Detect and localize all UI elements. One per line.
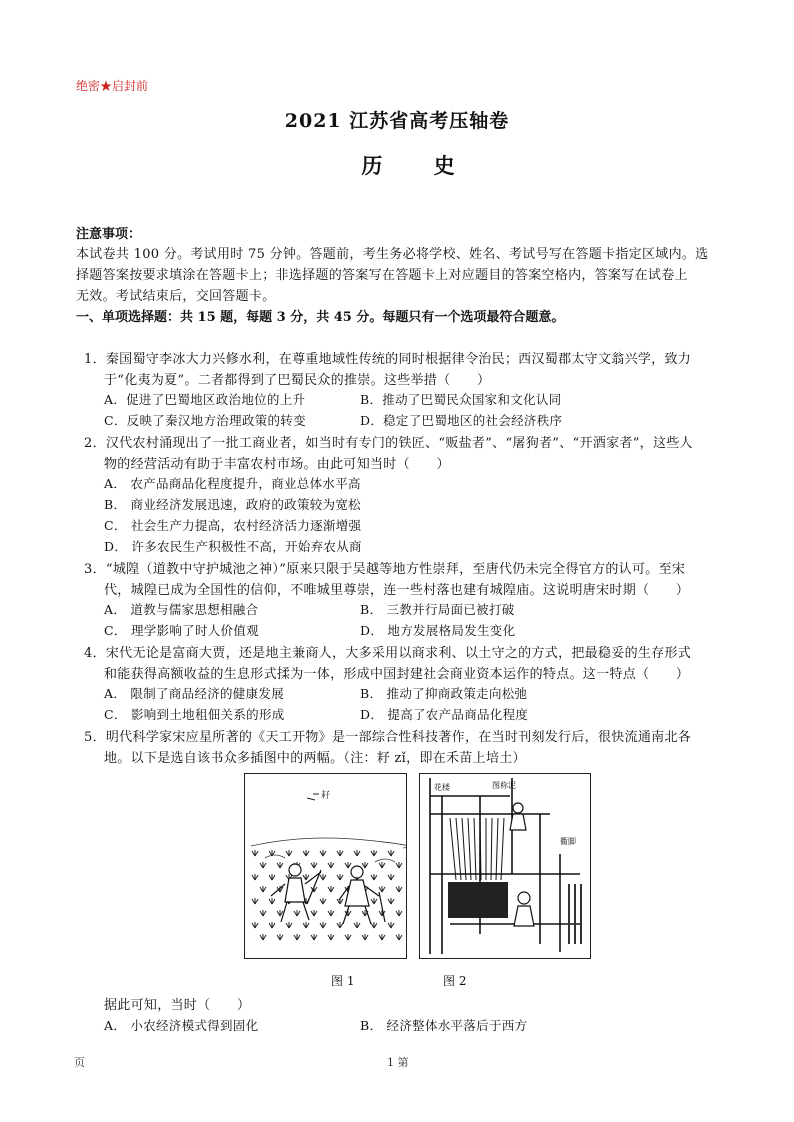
question-4-option-b: B． 推动了抑商政策走向松弛: [360, 686, 528, 701]
figure-1-caption: 图 1: [331, 974, 355, 988]
question-1-option-a: A．促进了巴蜀地区政治地位的上升: [104, 392, 306, 407]
notice-heading: 注意事项：: [76, 227, 142, 242]
section-heading: 一、单项选择题：共 15 题，每题 3 分，共 45 分。每题只有一个选项最符合题意。: [76, 310, 565, 325]
question-4-option-d: D． 提高了农产品商品化程度: [360, 707, 529, 722]
confidential-mark: 绝密★启封前: [76, 79, 149, 93]
question-5-text: 地。以下是选自该书众多插图中的两幅。（注：耔 zǐ，即在禾苗上培土）: [104, 751, 526, 766]
question-4-option-c: C． 影响到土地租佃关系的形成: [104, 707, 285, 722]
question-2-text: 2．汉代农村涌现出了一批工商业者，如当时有专门的铁匠、“贩盐者”、“屠狗者”、“开酒家者”，这些人: [84, 436, 693, 451]
question-1-text: 1．秦国蜀守李冰大力兴修水利，在尊重地域性传统的同时根据律令治民；西汉蜀郡太守文翁兴学，致力: [84, 352, 692, 367]
question-4-text: 和能获得高额收益的生息形式揉为一体，形成中国封建社会商业资本运作的特点。这一特点（ ）: [104, 667, 690, 682]
figure-1-illustration: [244, 773, 407, 959]
question-3-text: 代，城隍已成为全国性的信仰，不唯城里尊崇，连一些村落也建有城隍庙。这说明唐宋时期（ ）: [104, 583, 690, 598]
question-2-option-a: A． 农产品商品化程度提升，商业总体水平高: [104, 476, 361, 491]
page-number: 1 第: [387, 1056, 409, 1069]
footer-left: 页: [74, 1056, 85, 1069]
question-5-prompt: 据此可知，当时（ ）: [104, 998, 251, 1013]
question-2-option-c: C． 社会生产力提高，农村经济活力逐渐增强: [104, 518, 362, 533]
question-4-text: 4．宋代无论是富商大贾，还是地主兼商人，大多采用以商求利、以土守之的方式，把最稳妥的生存形式: [84, 646, 692, 661]
question-2-option-d: D． 许多农民生产积极性不高，开始弃农从商: [104, 539, 362, 554]
figure-2-label-right: 衢脚: [560, 837, 576, 846]
question-1-option-d: D．稳定了巴蜀地区的社会经济秩序: [360, 413, 563, 428]
question-2-text: 物的经营活动有助于丰富农村市场。由此可知当时（ ）: [104, 457, 450, 472]
question-5-text: 5．明代科学家宋应星所著的《天工开物》是一部综合性科技著作，在当时刊刻发行后，很快流通南北各: [84, 730, 692, 745]
loom-notes: [568, 884, 582, 944]
question-3-text: 3．“城隍（道教中守护城池之神）”原来只限于吴越等地方性崇拜，至唐代仍未完全得官方的认可。至宋: [84, 562, 686, 577]
figure-2-illustration: [419, 773, 591, 959]
question-3-option-d: D． 地方发展格局发生变化: [360, 623, 516, 638]
figure-2-label-left: 花楼: [434, 783, 450, 792]
question-5-option-a: A． 小农经济模式得到固化: [104, 1018, 259, 1033]
figure-1-label: 耔: [321, 791, 331, 801]
figure-2-label-top: 图称泥: [492, 781, 516, 790]
question-1-option-b: B．推动了巴蜀民众国家和文化认同: [360, 392, 562, 407]
subject-title: 历 史: [361, 153, 477, 178]
notice-line: 无效。考试结束后，交回答题卡。: [76, 289, 276, 304]
question-1-option-c: C．反映了秦汉地方治理政策的转变: [104, 413, 306, 428]
question-1-text: 于“化夷为夏”。二者都得到了巴蜀民众的推崇。这些举措（ ）: [104, 373, 491, 388]
farming-illustration: [245, 774, 406, 958]
notice-line: 择题答案按要求填涂在答题卡上；非选择题的答案写在答题卡上对应题目的答案空格内，答案写在试卷上: [76, 268, 688, 283]
loom-illustration: [420, 774, 590, 958]
question-3-option-b: B． 三教并行局面已被打破: [360, 602, 515, 617]
question-2-option-b: B． 商业经济发展迅速，政府的政策较为宽松: [104, 497, 361, 512]
question-4-option-a: A． 限制了商品经济的健康发展: [104, 686, 285, 701]
figure-2-caption: 图 2: [443, 974, 467, 988]
exam-title: 2021 江苏省高考压轴卷: [284, 110, 510, 132]
question-5-option-b: B． 经济整体水平落后于西方: [360, 1018, 528, 1033]
question-3-option-a: A． 道教与儒家思想相融合: [104, 602, 259, 617]
question-3-option-c: C． 理学影响了时人价值观: [104, 623, 259, 638]
notice-line: 本试卷共 100 分。考试用时 75 分钟。答题前，考生务必将学校、姓名、考试号写在答题卡指定区域内。选: [76, 247, 709, 262]
